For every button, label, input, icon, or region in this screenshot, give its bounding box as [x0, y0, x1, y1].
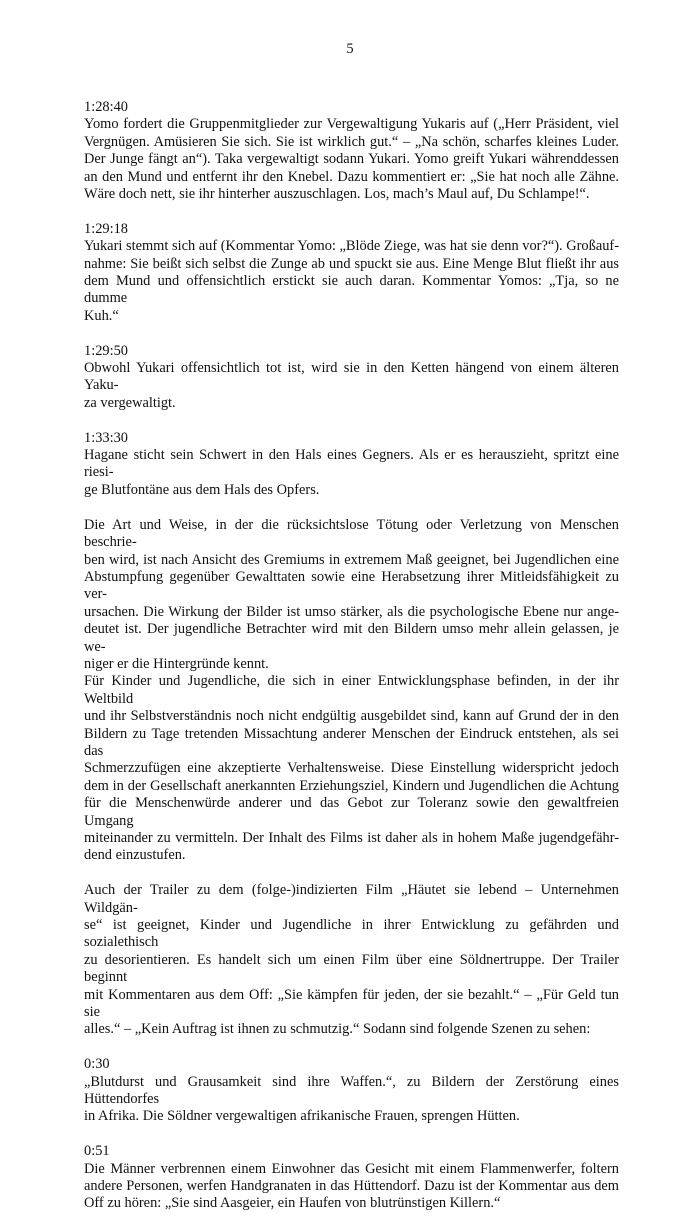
text-line: Die Art und Weise, in der die rücksichtslose Tötung oder Verletzung von Menschen beschrie- [84, 516, 619, 551]
timestamp-section [84, 430, 619, 500]
text-line: niger er die Hintergründe kennt. [84, 655, 269, 672]
text-line: Yomo fordert die Gruppenmitglieder zur Vergewaltigung Yukaris auf („Herr Präsident, viel [84, 116, 619, 133]
paragraph [84, 673, 619, 864]
text-line: Bildern zu Tage tretenden Missachtung anderer Menschen der Eindruck entstehen, als sei das [84, 725, 619, 759]
text-line: Abstumpfung gegenüber Gewalttaten sowie eine Herabsetzung ihrer Mitleidsfähigkeit zu ver- [84, 568, 619, 603]
timestamp: 1:29:50 [84, 342, 128, 359]
text-line: für die Menschenwürde anderer und das Gebot zur Toleranz sowie den gewaltfreien Umgang [84, 795, 619, 829]
timestamp: 0:51 [84, 1143, 110, 1160]
text-line: za vergewaltigt. [84, 394, 176, 411]
text-line: und ihr Selbstverständnis noch nicht endgültig ausgebildet sind, kann auf Grund der in den [84, 708, 619, 725]
text-line: Die Männer verbrennen einem Einwohner das Gesicht mit einem Flammenwerfer, foltern [84, 1160, 619, 1177]
document-body [84, 99, 619, 1230]
text-line: an den Mund und entfernt ihr den Knebel. Dazu kommentiert er: „Sie hat noch alle Zähne. [84, 168, 619, 185]
text-line: Yukari stemmt sich auf (Kommentar Yomo: „Blöde Ziege, was hat sie denn vor?“). Großauf- [84, 238, 619, 255]
text-line: dend einzustufen. [84, 847, 186, 864]
timestamp: 1:28:40 [84, 99, 128, 115]
text-line: „Blutdurst und Grausamkeit sind ihre Waffen.“, zu Bildern der Zerstörung eines Hüttendorfes [84, 1073, 619, 1108]
paragraph [84, 882, 619, 1039]
text-line: Auch der Trailer zu dem (folge-)indizierten Film „Häutet sie lebend – Unternehmen Wildgän- [84, 882, 619, 916]
text-line: Off zu hören: „Sie sind Aasgeier, ein Haufen von blutrünstigen Killern.“ [84, 1195, 501, 1212]
timestamp-section [84, 1143, 619, 1213]
timestamp-section [84, 221, 619, 325]
text-line: nahme: Sie beißt sich selbst die Zunge ab und spuckt sie aus. Eine Menge Blut fließt ihr aus [84, 255, 619, 272]
text-line: Für Kinder und Jugendliche, die sich in einer Entwicklungsphase befinden, in der ihr Weltbild [84, 673, 619, 707]
text-line: ben wird, ist nach Ansicht des Gremiums in extremem Maß geeignet, bei Jugendlichen eine [84, 551, 619, 568]
text-line: in Afrika. Die Söldner vergewaltigen afrikanische Frauen, sprengen Hütten. [84, 1108, 520, 1125]
text-line: Schmerzzufügen eine akzeptierte Verhaltensweise. Diese Einstellung widerspricht jedoch [84, 760, 619, 777]
text-line: Vergnügen. Amüsieren Sie sich. Sie ist wirklich gut.“ – „Na schön, scharfes kleines Luder. [84, 133, 619, 150]
text-line: ursachen. Die Wirkung der Bilder ist umso stärker, als die psychologische Ebene nur ange- [84, 603, 619, 620]
timestamp: 1:29:18 [84, 220, 128, 237]
timestamp: 1:33:30 [84, 429, 128, 446]
text-line: Hagane sticht sein Schwert in den Hals eines Gegners. Als er es herauszieht, spritzt eine riesi- [84, 447, 619, 481]
text-line: dem Mund und offensichtlich erstickt sie auch daran. Kommentar Yomos: „Tja, so ne dumme [84, 273, 619, 307]
text-line: miteinander zu vermitteln. Der Inhalt des Films ist daher als in hohem Maße jugendgefähr- [84, 830, 619, 846]
text-line: Wäre doch nett, sie ihr hinterher auszuschlagen. Los, mach’s Maul auf, Du Schlampe!“. [84, 186, 590, 203]
text-line: andere Personen, werfen Handgranaten in das Hüttendorf. Dazu ist der Kommentar aus dem [84, 1178, 619, 1195]
text-line: deutet ist. Der jugendliche Betrachter wird mit den Bildern umso mehr allein gelassen, je we- [84, 621, 619, 655]
timestamp-section [84, 343, 619, 413]
timestamp-section [84, 1056, 619, 1126]
text-line: se“ ist geeignet, Kinder und Jugendliche in ihrer Entwicklung zu gefährden und sozialethisch [84, 917, 619, 951]
text-line: Der Junge fängt an“). Taka vergewaltigt sodann Yukari. Yomo greift Yukari währenddessen [84, 151, 619, 168]
text-line: mit Kommentaren aus dem Off: „Sie kämpfen für jeden, der sie bezahlt.“ – „Für Geld tun sie [84, 986, 619, 1021]
timestamp: 0:30 [84, 1056, 110, 1073]
timestamp-section [84, 99, 619, 203]
page-number: 5 [346, 41, 354, 57]
text-line: alles.“ – „Kein Auftrag ist ihnen zu schmutzig.“ Sodann sind folgende Szenen zu sehen: [84, 1021, 591, 1038]
text-line: Obwohl Yukari offensichtlich tot ist, wird sie in den Ketten hängend von einem älteren Yaku- [84, 360, 619, 394]
text-line: ge Blutfontäne aus dem Hals des Opfers. [84, 481, 320, 498]
text-line: zu desorientieren. Es handelt sich um einen Film über eine Söldnertruppe. Der Trailer beginnt [84, 951, 619, 986]
text-line: dem in der Gesellschaft anerkannten Erziehungsziel, Kindern und Jugendlichen die Achtung [84, 777, 619, 794]
text-line: Kuh.“ [84, 307, 119, 324]
paragraph [84, 517, 619, 674]
